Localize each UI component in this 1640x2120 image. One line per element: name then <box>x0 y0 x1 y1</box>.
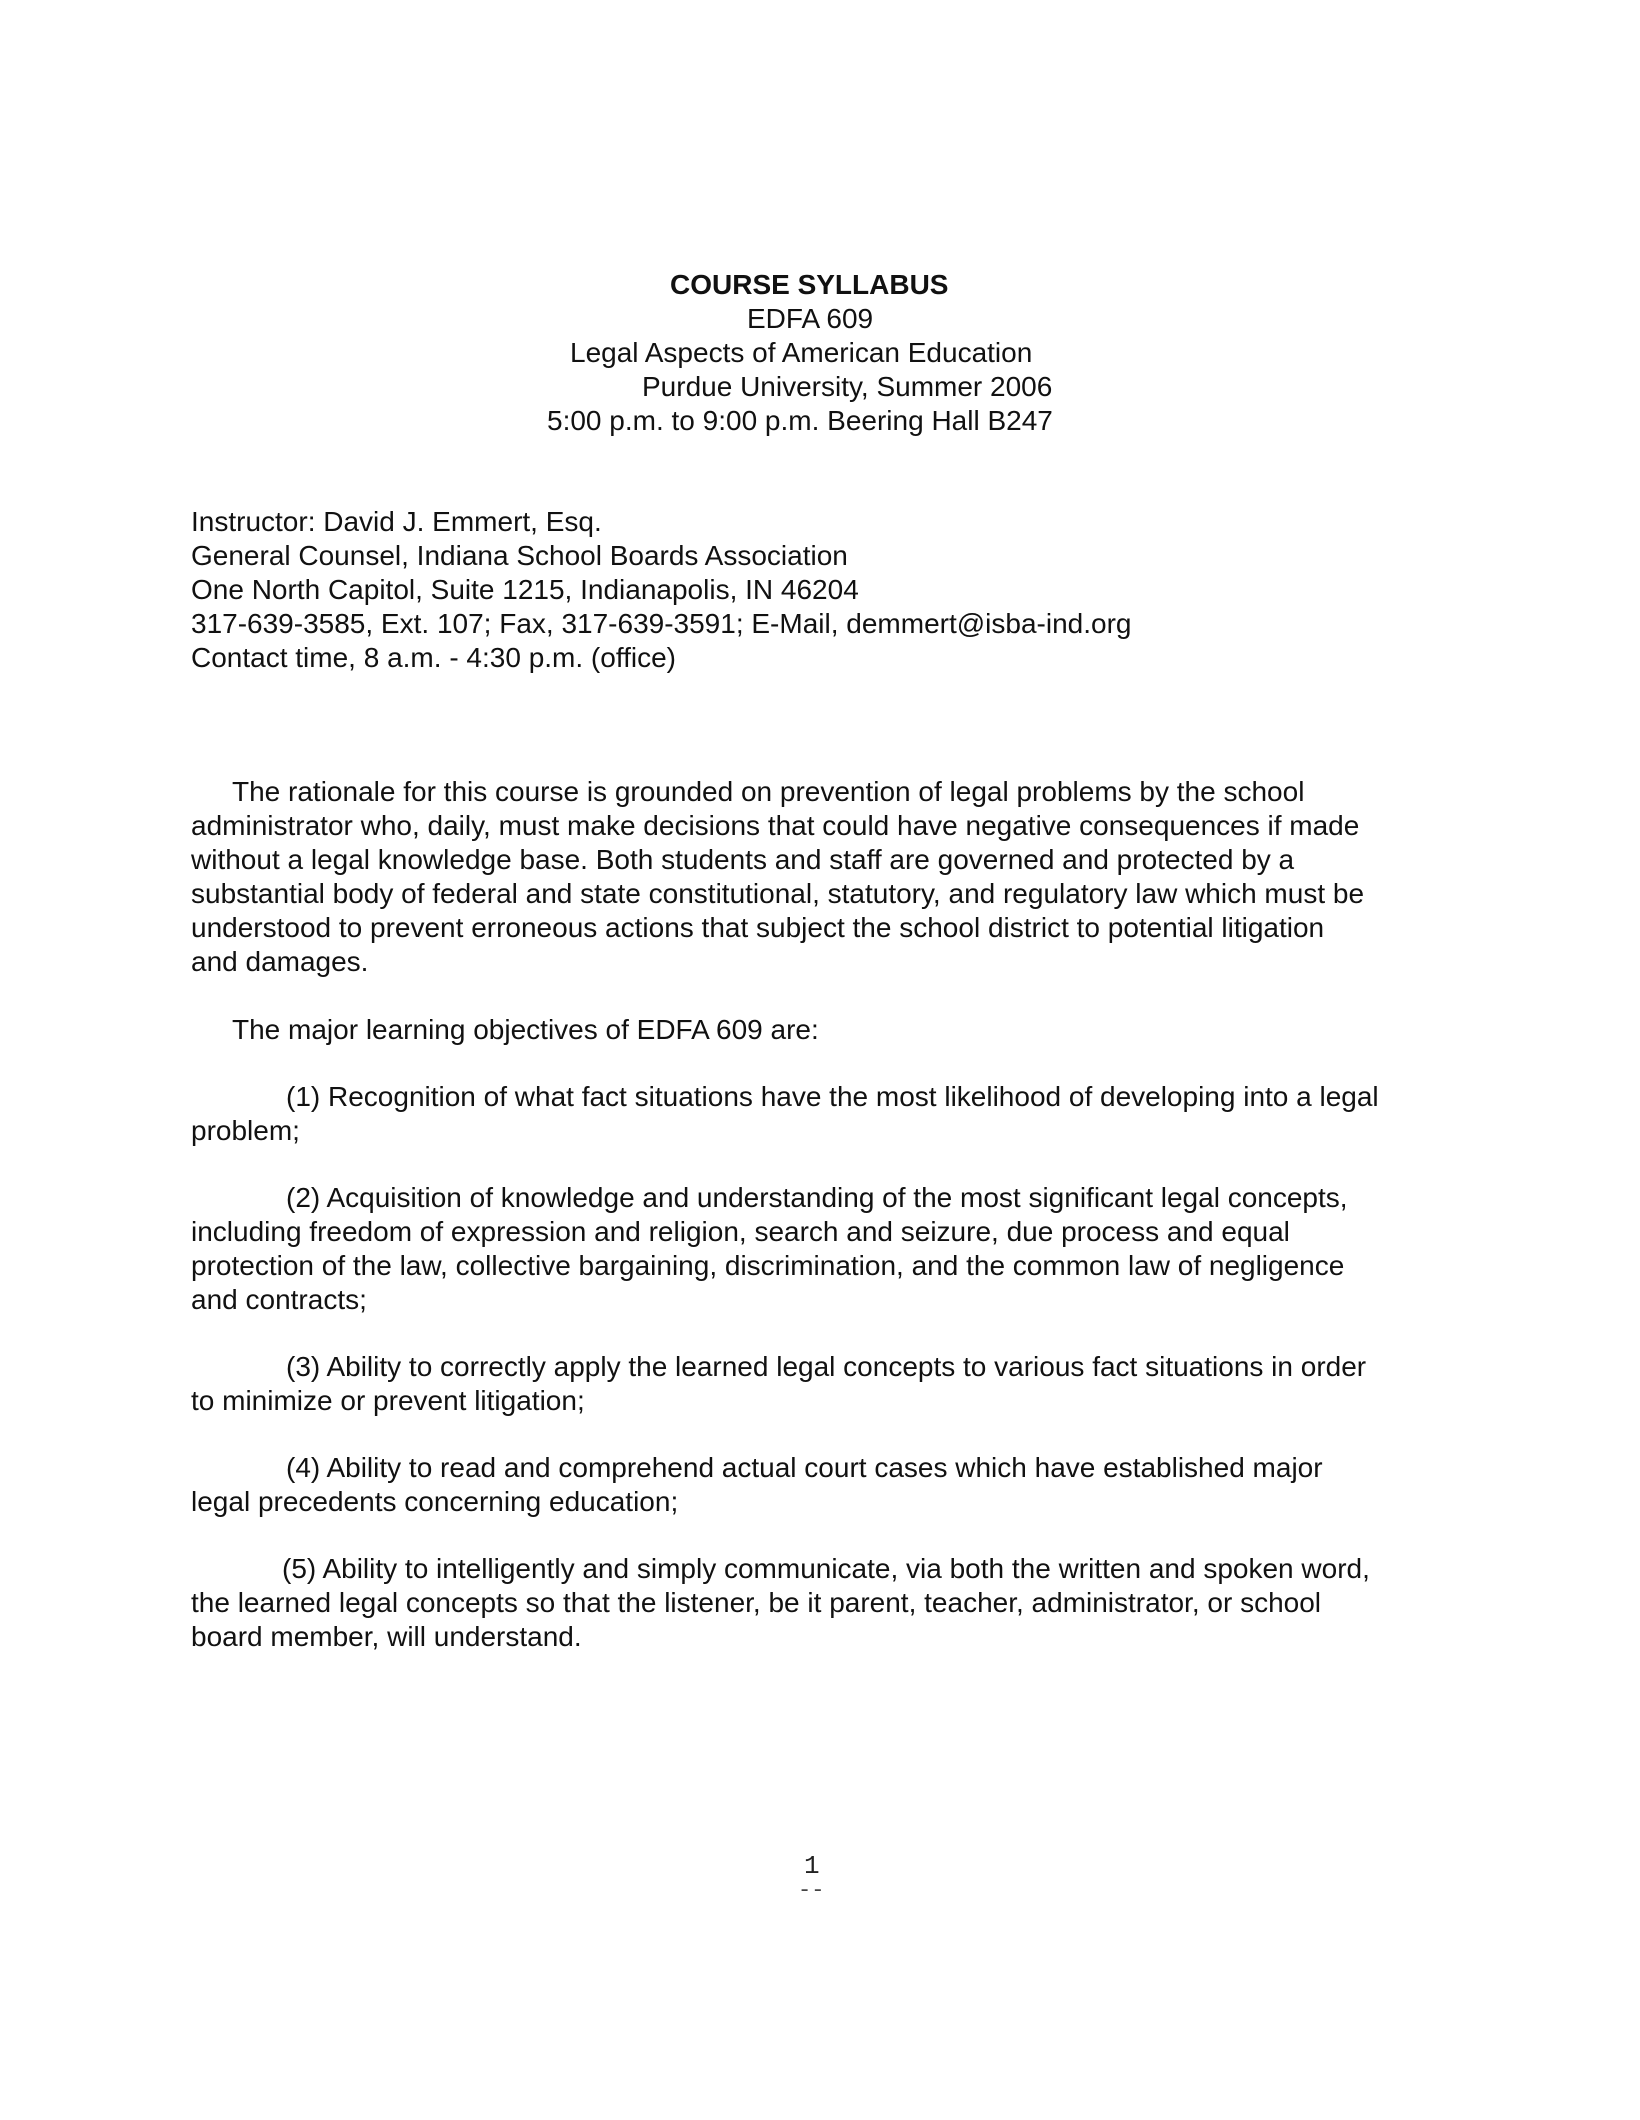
rationale-line: The rationale for this course is grounded on prevention of legal problems by the school <box>232 776 1305 807</box>
objective-line: problem; <box>191 1115 300 1146</box>
course-name: Legal Aspects of American Education <box>570 337 1033 368</box>
objective-line: the learned legal concepts so that the listener, be it parent, teacher, administrator, or school <box>191 1587 1322 1618</box>
objective-line: including freedom of expression and religion, search and seizure, due process and equal <box>191 1216 1290 1247</box>
objective-line: (5) Ability to intelligently and simply communicate, via both the written and spoken word, <box>282 1553 1370 1584</box>
objective-line: and contracts; <box>191 1284 367 1315</box>
course-schedule: 5:00 p.m. to 9:00 p.m. Beering Hall B247 <box>547 405 1053 436</box>
instructor-address: One North Capitol, Suite 1215, Indianapolis, IN 46204 <box>191 574 859 605</box>
objectives-intro: The major learning objectives of EDFA 609 are: <box>232 1014 819 1045</box>
objective-line: to minimize or prevent litigation; <box>191 1385 585 1416</box>
page-number: 1 <box>804 1851 820 1881</box>
rationale-line: substantial body of federal and state constitutional, statutory, and regulatory law which must be <box>191 878 1365 909</box>
instructor-contact: 317-639-3585, Ext. 107; Fax, 317-639-3591; E-Mail, demmert@isba-ind.org <box>191 608 1132 639</box>
objective-line: (2) Acquisition of knowledge and understanding of the most significant legal concepts, <box>286 1182 1348 1213</box>
objective-line: board member, will understand. <box>191 1621 582 1652</box>
course-term: Purdue University, Summer 2006 <box>642 371 1053 402</box>
rationale-line: and damages. <box>191 946 369 977</box>
objective-line: protection of the law, collective bargaining, discrimination, and the common law of negligence <box>191 1250 1345 1281</box>
objective-line: (4) Ability to read and comprehend actual court cases which have established major <box>286 1452 1323 1483</box>
instructor-name: Instructor: David J. Emmert, Esq. <box>191 506 602 537</box>
instructor-title: General Counsel, Indiana School Boards Association <box>191 540 848 571</box>
syllabus-title: COURSE SYLLABUS <box>670 269 949 300</box>
instructor-hours: Contact time, 8 a.m. - 4:30 p.m. (office) <box>191 642 676 673</box>
course-code: EDFA 609 <box>747 303 874 334</box>
rationale-line: administrator who, daily, must make decisions that could have negative consequences if made <box>191 810 1360 841</box>
objective-line: (1) Recognition of what fact situations have the most likelihood of developing into a legal <box>286 1081 1379 1112</box>
rationale-line: understood to prevent erroneous actions that subject the school district to potential litigation <box>191 912 1325 943</box>
page-number-rule: -- <box>798 1878 825 1903</box>
rationale-line: without a legal knowledge base. Both students and staff are governed and protected by a <box>191 844 1295 875</box>
objective-line: legal precedents concerning education; <box>191 1486 679 1517</box>
objective-line: (3) Ability to correctly apply the learned legal concepts to various fact situations in order <box>286 1351 1367 1382</box>
